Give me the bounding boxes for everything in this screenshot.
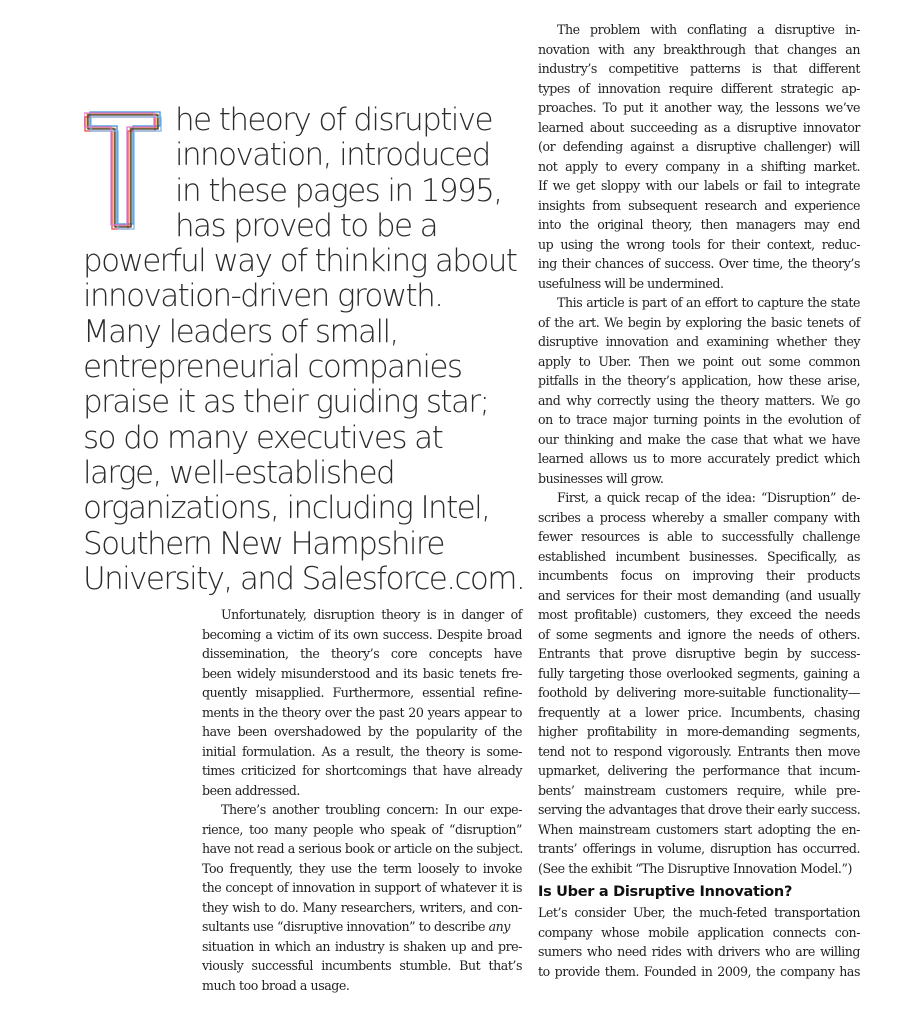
body-line: of some segments and ignore the needs of others. xyxy=(538,626,860,642)
intro-line: Many leaders of small, xyxy=(83,313,398,350)
body-line: types of innovation require different strategic ap- xyxy=(538,80,860,96)
body-line: First, a quick recap of the idea: “Disruption” de- xyxy=(557,490,860,505)
body-line: into the original theory, then managers may end xyxy=(538,217,860,232)
body-line: on to trace major turning points in the evolution of xyxy=(538,412,860,427)
intro-line: in these pages in 1995, xyxy=(175,172,502,209)
body-line: much too broad a usage. xyxy=(202,977,350,993)
intro-line: organizations, including Intel, xyxy=(83,490,490,527)
body-line: disruptive innovation and examining whether they xyxy=(538,334,860,349)
intro-line: large, well-established xyxy=(83,454,395,491)
body-line: scribes a process whereby a smaller company with xyxy=(538,509,860,525)
body-line: pitfalls in the theory’s application, how these arise, xyxy=(538,373,860,388)
body-line: insights from subsequent research and experience xyxy=(538,197,860,213)
body-line: This article is part of an effort to capture the state xyxy=(557,295,860,310)
right-column xyxy=(538,20,860,981)
body-line: industry’s competitive patterns is that different xyxy=(538,61,860,76)
body-line: and services for their most demanding (and usually xyxy=(538,587,860,603)
left-column xyxy=(202,605,522,995)
body-line: higher profitability in more-demanding segments, xyxy=(538,724,860,739)
section-heading: Is Uber a Disruptive Innovation? xyxy=(538,884,793,900)
intro-line: praise it as their guiding star; xyxy=(83,384,489,421)
body-line: ments in the theory over the past 20 years appear to xyxy=(202,704,522,720)
body-line: viously successful incumbents stumble. But that’s xyxy=(202,958,522,973)
body-line: quently misapplied. Furthermore, essential refine- xyxy=(202,685,522,700)
body-line: (or defending against a disruptive challenger) will xyxy=(538,139,860,154)
intro-line: so do many executives at xyxy=(83,419,443,456)
body-line: up using the wrong tools for their context, reduc- xyxy=(538,236,860,252)
body-line: The problem with conflating a disruptive in- xyxy=(557,22,860,37)
body-line: our thinking and make the case that what we have xyxy=(538,431,860,447)
body-line: fewer resources is able to successfully challenge xyxy=(538,529,860,544)
intro-line: innovation, introduced xyxy=(175,137,490,174)
intro-line: he theory of disruptive xyxy=(175,102,492,138)
body-line: been widely misunderstood and its basic tenets fre- xyxy=(202,665,522,681)
intro-line: powerful way of thinking about xyxy=(83,243,517,280)
body-line: sumers who need rides with drivers who are willing xyxy=(538,944,860,959)
intro-line: entrepreneurial companies xyxy=(83,349,462,386)
body-line: tend not to respond vigorously. Entrants then move xyxy=(538,743,860,759)
body-line: businesses will grow. xyxy=(538,470,664,486)
body-line: ing their chances of success. Over time, the theory’s xyxy=(538,256,860,271)
body-line: novation with any breakthrough that changes an xyxy=(538,41,860,57)
body-line xyxy=(202,917,522,937)
body-line: learned about succeeding as a disruptive innovator xyxy=(538,119,860,135)
body-line: foothold by delivering more-suitable functionality— xyxy=(538,685,860,700)
body-line: been addressed. xyxy=(202,782,300,798)
body-line: of the art. We begin by exploring the basic tenets of xyxy=(538,314,860,330)
body-text: sultants use “disruptive innovation” to describe xyxy=(202,919,489,934)
body-line: most profitable) customers, they exceed the needs xyxy=(538,607,860,622)
body-line: not apply to every company in a shifting market. xyxy=(538,158,860,174)
body-line: Entrants that prove disruptive begin by success- xyxy=(538,646,860,661)
body-line: have been overshadowed by the popularity of the xyxy=(202,724,522,739)
body-line: bents’ mainstream customers require, while pre- xyxy=(538,782,860,798)
body-line: When mainstream customers start adopting the en- xyxy=(538,821,860,837)
body-line: Too frequently, they use the term loosely to invoke xyxy=(202,860,522,876)
body-line: they wish to do. Many researchers, writers, and con- xyxy=(202,899,522,915)
intro-paragraph xyxy=(83,103,523,597)
body-line: dissemination, the theory’s core concepts have xyxy=(202,646,522,661)
body-line: fully targeting those overlooked segments, gaining a xyxy=(538,665,860,681)
body-line: have not read a serious book or article on the subject. xyxy=(202,841,523,856)
body-line: (See the exhibit “The Disruptive Innovation Model.”) xyxy=(538,860,852,876)
body-line: learned allows us to more accurately predict which xyxy=(538,451,860,466)
body-line: incumbents focus on improving their products xyxy=(538,568,860,583)
body-line: initial formulation. As a result, the theory is some- xyxy=(202,743,522,759)
body-line: and why correctly using the theory matters. We go xyxy=(538,392,860,408)
body-line: situation in which an industry is shaken up and pre- xyxy=(202,938,522,954)
body-line: Unfortunately, disruption theory is in danger of xyxy=(221,607,522,622)
body-line: the concept of innovation in support of whatever it is xyxy=(202,880,522,895)
body-line: times criticized for shortcomings that have already xyxy=(202,763,522,778)
body-line: company whose mobile application connects con- xyxy=(538,924,860,940)
body-line: trants’ offerings in volume, disruption has occurred. xyxy=(538,841,860,856)
italic-word: any xyxy=(488,919,510,934)
intro-line: has proved to be a xyxy=(175,207,438,244)
body-line: There’s another troubling concern: In our expe- xyxy=(221,802,522,817)
intro-line: innovation-driven growth. xyxy=(83,278,443,315)
intro-line: Southern New Hampshire xyxy=(83,525,444,562)
body-line: serving the advantages that drove their early success. xyxy=(538,802,861,817)
body-line: upmarket, delivering the performance that incum- xyxy=(538,763,860,778)
body-line: usefulness will be undermined. xyxy=(538,275,724,291)
body-line: frequently at a lower price. Incumbents, chasing xyxy=(538,704,860,720)
body-line: If we get sloppy with our labels or fail to integrate xyxy=(538,178,860,193)
body-line: established incumbent businesses. Specifically, as xyxy=(538,548,860,564)
body-line: to provide them. Founded in 2009, the company has xyxy=(538,963,860,979)
intro-line: University, and Salesforce.com. xyxy=(83,560,525,597)
body-line: proaches. To put it another way, the lessons we’ve xyxy=(538,100,860,115)
body-line: becoming a victim of its own success. Despite broad xyxy=(202,626,522,642)
body-line: Let’s consider Uber, the much-feted transportation xyxy=(538,905,860,920)
body-line: apply to Uber. Then we point out some common xyxy=(538,353,860,369)
body-line: rience, too many people who speak of “disruption” xyxy=(202,821,522,837)
